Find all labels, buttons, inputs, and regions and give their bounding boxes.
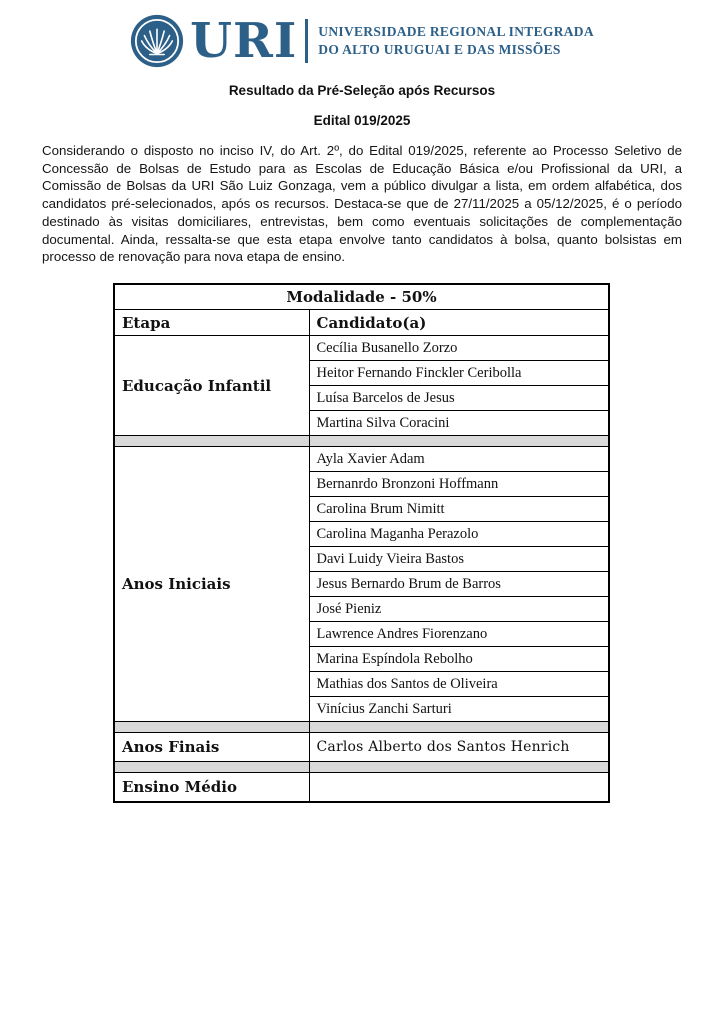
edital-subtitle: Edital 019/2025 xyxy=(313,113,411,128)
separator-cell xyxy=(114,722,309,733)
uri-acronym: URI xyxy=(190,13,298,69)
logo-divider xyxy=(305,19,308,63)
table-title-cell: Modalidade - 50% xyxy=(114,284,609,310)
university-name xyxy=(318,23,594,59)
candidate-cell: José Pieniz xyxy=(309,597,609,622)
table-title-row xyxy=(114,284,609,310)
candidate-cell: Bernanrdo Bronzoni Hoffmann xyxy=(309,472,609,497)
table-row xyxy=(114,733,609,762)
etapa-cell: Educação Infantil xyxy=(114,336,309,436)
candidate-cell: Carlos Alberto dos Santos Henrich xyxy=(309,733,609,762)
candidate-cell: Heitor Fernando Finckler Ceribolla xyxy=(309,361,609,386)
separator-row xyxy=(114,436,609,447)
table-header-row xyxy=(114,310,609,336)
candidate-cell: Carolina Maganha Perazolo xyxy=(309,522,609,547)
university-name-line1: UNIVERSIDADE REGIONAL INTEGRADA xyxy=(318,24,594,40)
candidate-cell: Carolina Brum Nimitt xyxy=(309,497,609,522)
uri-logo xyxy=(0,0,724,68)
separator-cell xyxy=(114,762,309,773)
document-title: Resultado da Pré-Seleção após Recursos xyxy=(228,83,496,98)
separator-row xyxy=(114,762,609,773)
etapa-cell: Anos Iniciais xyxy=(114,447,309,722)
table-row xyxy=(114,336,609,361)
table-row xyxy=(114,773,609,802)
etapa-cell: Ensino Médio xyxy=(114,773,309,802)
candidate-cell: Luísa Barcelos de Jesus xyxy=(309,386,609,411)
university-name-line2: DO ALTO URUGUAI E DAS MISSÕES xyxy=(318,42,561,57)
candidate-cell: Mathias dos Santos de Oliveira xyxy=(309,672,609,697)
candidate-cell: Lawrence Andres Fiorenzano xyxy=(309,622,609,647)
uri-emblem-icon xyxy=(130,14,184,68)
candidate-cell: Jesus Bernardo Brum de Barros xyxy=(309,572,609,597)
etapa-cell: Anos Finais xyxy=(114,733,309,762)
col-header-candidato: Candidato(a) xyxy=(309,310,609,336)
separator-cell xyxy=(114,436,309,447)
separator-cell xyxy=(309,722,609,733)
table-row xyxy=(114,447,609,472)
results-table xyxy=(113,283,610,803)
candidate-cell: Martina Silva Coracini xyxy=(309,411,609,436)
intro-paragraph: Considerando o disposto no inciso IV, do Art. 2º, do Edital 019/2025, referente ao Processo Seletivo de Concessão de Bolsas de Estudo para as Escolas de Educação Básica e/ou Profissional da URI, a Comissão de Bolsas da URI São Luiz Gonzaga, vem a público divulgar a lista, em ordem alfabética, dos candidatos pré-selecionados, após os recursos. Destaca-se que de 27/11/2025 a 05/12/2025, é o período destinado às visitas domiciliares, entrevistas, bem como eventuais solicitações de complementação documental. Ainda, ressalta-se que esta etapa envolve tanto candidatos à bolsa, quanto bolsistas em processo de renovação para nova etapa de ensino. xyxy=(42,143,682,265)
candidate-cell: Davi Luidy Vieira Bastos xyxy=(309,547,609,572)
candidate-cell: Vinícius Zanchi Sarturi xyxy=(309,697,609,722)
candidate-cell: Cecília Busanello Zorzo xyxy=(309,336,609,361)
candidate-cell xyxy=(309,773,609,802)
separator-cell xyxy=(309,762,609,773)
separator-row xyxy=(114,722,609,733)
separator-cell xyxy=(309,436,609,447)
col-header-etapa: Etapa xyxy=(114,310,309,336)
candidate-cell: Marina Espíndola Rebolho xyxy=(309,647,609,672)
candidate-cell: Ayla Xavier Adam xyxy=(309,447,609,472)
